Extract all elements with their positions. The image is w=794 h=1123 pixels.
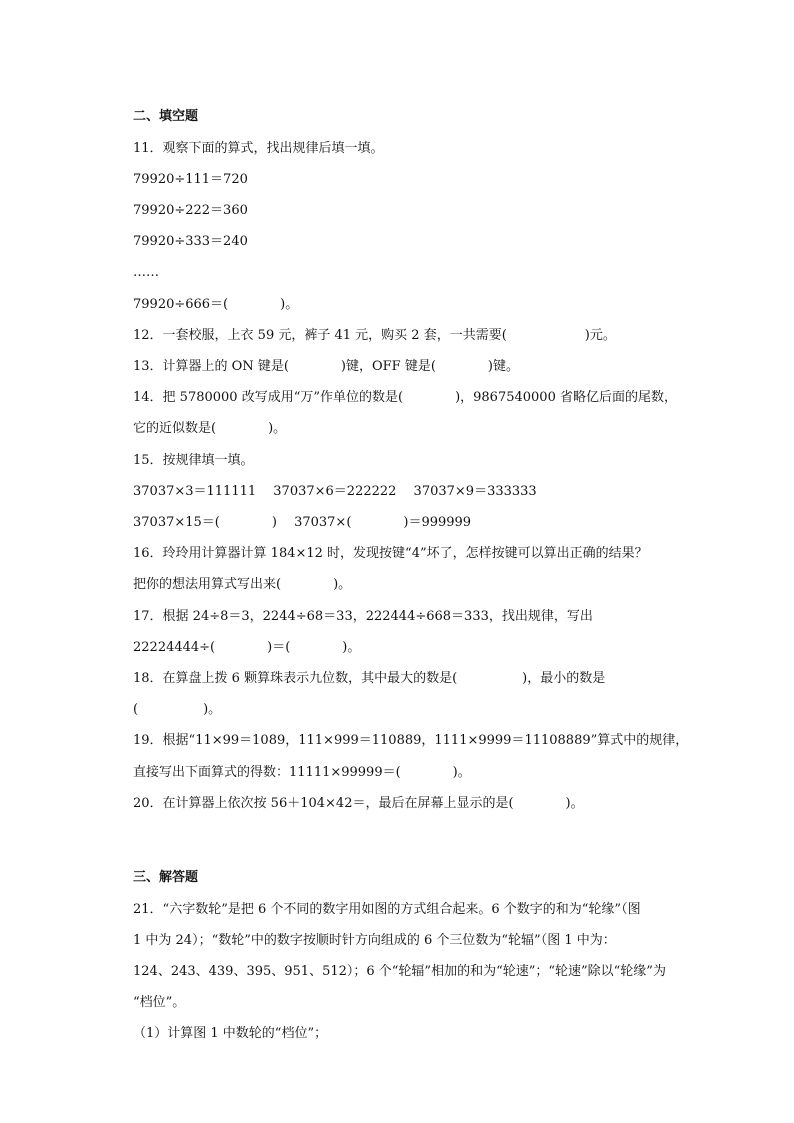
- question-20: 20．在计算器上依次按 56＋104×42＝，最后在屏幕上显示的是( )。: [133, 796, 584, 811]
- question-19: 19．根据“11×99＝1089，111×999＝110889，1111×9999＝11108889”算式中的规律，: [133, 733, 689, 748]
- question-16-continued: 把你的想法用算式写出来( )。: [133, 577, 352, 592]
- question-13: 13．计算器上的 ON 键是( )键，OFF 键是( )键。: [133, 359, 519, 374]
- section-heading-solve: 三、解答题: [133, 870, 199, 885]
- equation-line: 79920÷222＝360: [133, 203, 248, 218]
- question-21-continued: “档位”。: [133, 995, 186, 1010]
- question-15: 15．按规律填一填。: [133, 453, 254, 468]
- question-21-continued: 124、243、439、395、951、512）；6 个“轮辐”相加的和为“轮速”；“轮速”除以“轮缘”为: [133, 964, 666, 979]
- question-14-continued: 它的近似数是( )。: [133, 421, 287, 436]
- equation-blank-line: 37037×15＝( ) 37037×( )＝999999: [133, 515, 472, 530]
- question-16: 16．玲玲用计算器计算 184×12 时，发现按键“4”坏了，怎样按键可以算出正确的结果？: [133, 546, 648, 561]
- question-21-continued: 1 中为 24）；“数轮”中的数字按顺时针方向组成的 6 个三位数为“轮辐”（图 1 中为：: [133, 933, 616, 948]
- question-11: 11．观察下面的算式，找出规律后填一填。: [133, 141, 384, 156]
- equation-blank-line: 79920÷666＝( )。: [133, 297, 299, 312]
- equation-line: 37037×3＝111111 37037×6＝222222 37037×9＝333333: [133, 484, 537, 499]
- equation-line: 79920÷333＝240: [133, 234, 248, 249]
- question-18: 18．在算盘上拨 6 颗算珠表示九位数，其中最大的数是( )，最小的数是: [133, 671, 606, 686]
- section-heading-fill-blank: 二、填空题: [133, 109, 199, 124]
- question-17-continued: 22224444÷( )＝( )。: [133, 640, 361, 655]
- ellipsis-line: ……: [133, 265, 159, 280]
- question-21-part-1: （1）计算图 1 中数轮的“档位”；: [133, 1026, 328, 1041]
- question-18-continued: ( )。: [133, 702, 222, 717]
- question-17: 17．根据 24÷8＝3，2244÷68＝33，222444÷668＝333，找出规律，写出: [133, 609, 593, 624]
- question-12: 12．一套校服，上衣 59 元，裤子 41 元，购买 2 套，一共需要( )元。: [133, 328, 616, 343]
- question-14: 14．把 5780000 改写成用“万”作单位的数是( )，9867540000 省略亿后面的尾数，: [133, 390, 677, 405]
- question-21: 21．“六字数轮”是把 6 个不同的数字用如图的方式组合起来。6 个数字的和为“轮缘”（图: [133, 902, 641, 917]
- equation-line: 79920÷111＝720: [133, 172, 248, 187]
- question-19-continued: 直接写出下面算式的得数：11111×99999＝( )。: [133, 765, 471, 780]
